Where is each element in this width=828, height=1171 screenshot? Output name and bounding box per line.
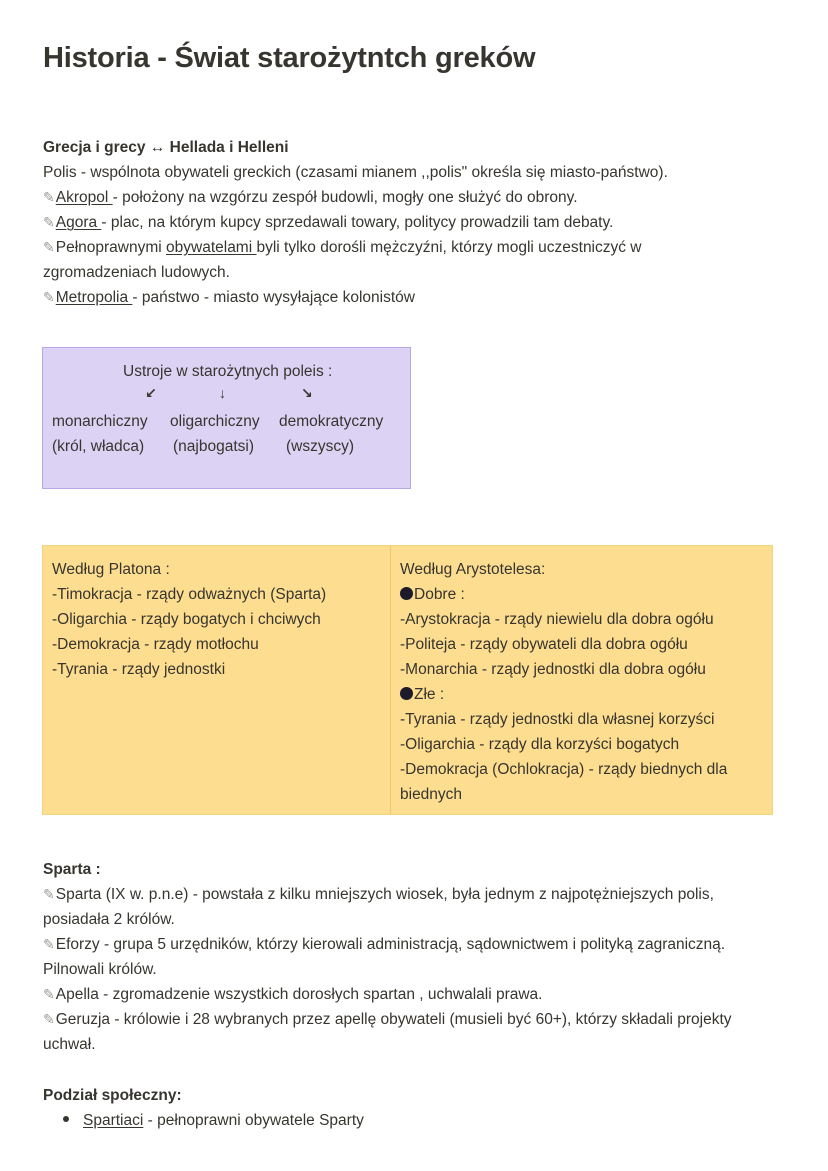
good-item: -Monarchia - rządy jednostki dla dobra ogółu	[400, 661, 706, 678]
bad-item: -Demokracja (Ochlokracja) - rządy biednych dla	[400, 761, 728, 778]
intro-heading	[43, 135, 289, 160]
ustroj-oligarchiczny	[170, 409, 260, 459]
pencil-icon: ✎	[43, 214, 55, 230]
sparta-line-cont: posiadała 2 królów.	[43, 911, 175, 928]
pencil-icon: ✎	[43, 189, 55, 205]
list-item	[63, 1108, 364, 1133]
spartiaci-definition: - pełnoprawni obywatele Sparty	[143, 1112, 364, 1129]
apella-line	[43, 982, 542, 1007]
apella-text: Apella - zgromadzenie wszystkich dorosłych spartan , uchwalali prawa.	[55, 986, 543, 1003]
bad-item: -Tyrania - rządy jednostki dla własnej korzyści	[400, 711, 715, 728]
geruzja-text: Geruzja - królowie i 28 wybranych przez apellę obywateli (musieli być 60+), którzy składali projekty	[55, 1011, 732, 1028]
platon-item: -Oligarchia - rządy bogatych i chciwych	[52, 611, 321, 628]
pencil-icon: ✎	[43, 886, 55, 902]
obywatele-line	[43, 235, 642, 260]
term-obywatelami: obywatelami	[166, 239, 257, 256]
ustroj-name: oligarchiczny	[170, 413, 260, 430]
term-metropolia: Metropolia	[55, 289, 133, 306]
good-label-text: Dobre :	[414, 586, 465, 603]
ustroj-desc: (najbogatsi)	[173, 438, 254, 455]
term-akropol: Akropol	[55, 189, 113, 206]
term-agora: Agora	[55, 214, 102, 231]
platon-item: -Tyrania - rządy jednostki	[52, 661, 226, 678]
platon-item: -Timokracja - rządy odważnych (Sparta)	[52, 586, 327, 603]
pencil-icon: ✎	[43, 289, 55, 305]
ustroj-monarchiczny	[52, 409, 148, 459]
arrow-down-right-icon: ↘	[301, 385, 313, 401]
arystoteles-cell	[391, 546, 772, 814]
good-item: -Politeja - rządy obywateli dla dobra ogółu	[400, 636, 688, 653]
platon-heading: Według Platona :	[52, 561, 170, 578]
bad-label	[400, 682, 763, 707]
double-arrow-icon: ↔	[149, 139, 166, 156]
obywatele-definition: byli tylko dorośli mężczyźni, którzy mogli uczestniczyć w	[256, 239, 642, 256]
eforzy-line	[43, 932, 725, 957]
page-title: Historia - Świat starożytntch greków	[43, 42, 536, 74]
platon-item: -Demokracja - rządy motłochu	[52, 636, 259, 653]
ustroj-desc: (wszyscy)	[286, 438, 355, 455]
arrow-down-icon: ↓	[219, 385, 226, 401]
polis-definition: Polis - wspólnota obywateli greckich (czasami mianem ,,polis" określa się miasto-państwo).	[43, 164, 668, 181]
sparta-heading: Sparta :	[43, 861, 101, 878]
bad-item: -Oligarchia - rządy dla korzyści bogatych	[400, 736, 680, 753]
agora-line	[43, 210, 613, 235]
akropol-definition: - położony na wzgórzu zespół budowli, mogły one służyć do obrony.	[112, 189, 578, 206]
agora-definition: - plac, na którym kupcy sprzedawali towary, politycy prowadzili tam debaty.	[101, 214, 614, 231]
ustroj-demokratyczny	[279, 409, 383, 459]
bad-label-text: Złe :	[414, 686, 445, 703]
ustroj-desc: (król, władca)	[52, 438, 145, 455]
pencil-icon: ✎	[43, 239, 55, 255]
heading-right: Hellada i Helleni	[169, 139, 289, 156]
eforzy-text: Eforzy - grupa 5 urzędników, którzy kierowali administracją, sądownictwem i polityką zagraniczną.	[55, 936, 726, 953]
social-heading: Podział społeczny:	[43, 1087, 182, 1104]
sparta-line	[43, 882, 714, 907]
akropol-line	[43, 185, 578, 210]
good-label	[400, 582, 763, 607]
bullet-icon	[63, 1116, 69, 1122]
ustroje-callout	[42, 347, 411, 489]
eforzy-line-cont: Pilnowali królów.	[43, 961, 157, 978]
sparta-text: Sparta (IX w. p.n.e) - powstała z kilku mniejszych wiosek, była jednym z najpotężniejszych polis,	[55, 886, 714, 903]
obywatele-line-cont: zgromadzeniach ludowych.	[43, 264, 230, 281]
pencil-icon: ✎	[43, 1011, 55, 1027]
platon-cell	[43, 546, 391, 814]
comparison-table	[42, 545, 773, 815]
pencil-icon: ✎	[43, 986, 55, 1002]
ustroj-name: demokratyczny	[279, 413, 384, 430]
heading-left: Grecja i grecy	[43, 139, 146, 156]
bad-item: biednych	[400, 786, 463, 803]
metropolia-definition: - państwo - miasto wysyłające kolonistów	[132, 289, 415, 306]
arrow-down-left-icon: ↙	[145, 385, 157, 401]
arystoteles-heading: Według Arystotelesa:	[400, 561, 546, 578]
geruzja-line	[43, 1007, 732, 1032]
metropolia-line	[43, 285, 415, 310]
bullet-dot-icon	[400, 687, 413, 700]
bullet-dot-icon	[400, 587, 413, 600]
pencil-icon: ✎	[43, 936, 55, 952]
obywatele-prefix: Pełnoprawnymi	[55, 239, 167, 256]
ustroj-name: monarchiczny	[52, 413, 148, 430]
ustroje-title: Ustroje w starożytnych poleis :	[123, 363, 333, 380]
geruzja-line-cont: uchwał.	[43, 1036, 96, 1053]
good-item: -Arystokracja - rządy niewielu dla dobra ogółu	[400, 611, 714, 628]
term-spartiaci: Spartiaci	[83, 1112, 144, 1129]
